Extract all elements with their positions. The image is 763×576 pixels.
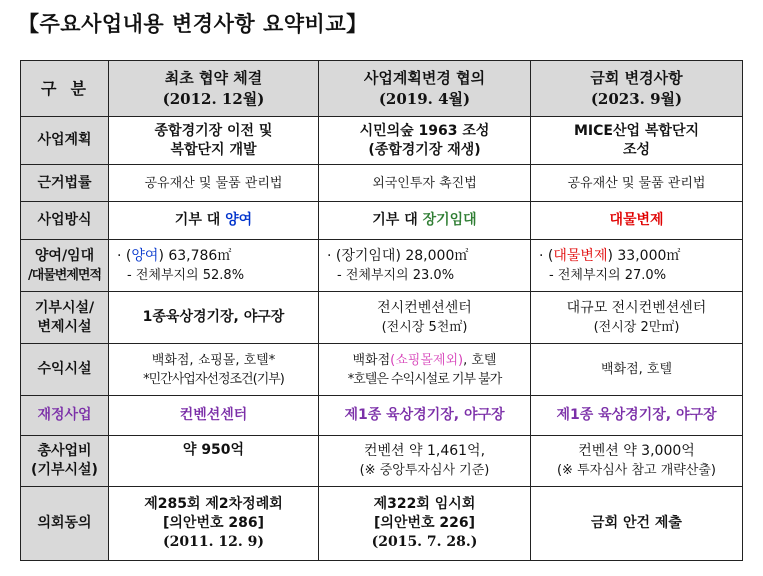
donation-col2-line1: 전시컨벤션센터 bbox=[377, 299, 472, 316]
method-col2 bbox=[319, 202, 531, 240]
table-row-method bbox=[21, 202, 743, 240]
cost-col2 bbox=[319, 436, 531, 487]
plan-col3-line1: MICE산업 복합단지 bbox=[574, 122, 699, 139]
law-col3: 공유재산 및 물품 관리법 bbox=[531, 165, 743, 202]
area-col1-highlight: 양여 bbox=[131, 247, 159, 264]
cost-col2-line2: (※ 중앙투자심사 기준) bbox=[359, 463, 490, 478]
profit-col1-line1: 백화점, 쇼핑몰, 호텔* bbox=[151, 352, 276, 368]
method-col1 bbox=[109, 202, 319, 240]
cost-col1: 약 950억 bbox=[109, 436, 319, 487]
donation-col3 bbox=[531, 292, 743, 344]
row-label-finance: 재정사업 bbox=[21, 396, 109, 436]
header-col2-name: 사업계획변경 협의 bbox=[363, 68, 486, 87]
finance-col2: 제1종 육상경기장, 야구장 bbox=[319, 396, 531, 436]
comparison-table bbox=[20, 60, 743, 561]
table-row-profit bbox=[21, 344, 743, 396]
area-label-line1: 양여/임대 bbox=[34, 247, 95, 264]
table-row-cost bbox=[21, 436, 743, 487]
area-col3-sub: - 전체부지의 27.0% bbox=[549, 267, 667, 283]
cost-label-line2: (기부시설) bbox=[31, 462, 98, 478]
plan-col1 bbox=[109, 117, 319, 165]
row-label-method: 사업방식 bbox=[21, 202, 109, 240]
row-label-profit: 수익시설 bbox=[21, 344, 109, 396]
cost-col3-line2: (※ 투자심사 참고 개략산출) bbox=[556, 463, 716, 478]
header-label: 구분 bbox=[21, 61, 109, 117]
plan-col3 bbox=[531, 117, 743, 165]
council-col1-line2: [의안번호 286] bbox=[163, 515, 264, 531]
area-label-line2: /대물변제면적 bbox=[27, 267, 102, 283]
donation-col1: 1종육상경기장, 야구장 bbox=[109, 292, 319, 344]
profit-col1 bbox=[109, 344, 319, 396]
council-col3: 금회 안건 제출 bbox=[531, 487, 743, 561]
donation-label-line2: 변제시설 bbox=[37, 318, 92, 335]
method-col3: 대물변제 bbox=[531, 202, 743, 240]
area-col3-highlight: 대물변제 bbox=[553, 247, 608, 264]
row-label-law: 근거법률 bbox=[21, 165, 109, 202]
profit-col2-line2: *호텔은 수익시설로 기부 불가 bbox=[347, 371, 502, 387]
table-row-finance bbox=[21, 396, 743, 436]
donation-col3-line1: 대규모 전시컨벤션센터 bbox=[566, 299, 707, 316]
donation-col2 bbox=[319, 292, 531, 344]
table-row-donation bbox=[21, 292, 743, 344]
council-col2 bbox=[319, 487, 531, 561]
profit-col2 bbox=[319, 344, 531, 396]
table-row-council bbox=[21, 487, 743, 561]
area-col2-main: · (장기임대) 28,000㎡ bbox=[327, 247, 469, 264]
header-col3 bbox=[531, 61, 743, 117]
law-col2: 외국인투자 촉진법 bbox=[319, 165, 531, 202]
profit-col3: 백화점, 호텔 bbox=[531, 344, 743, 396]
plan-col1-line1: 종합경기장 이전 및 bbox=[154, 122, 273, 139]
plan-col2 bbox=[319, 117, 531, 165]
area-col3-post: ) 33,000㎡ bbox=[607, 247, 681, 264]
page-title: 【주요사업내용 변경사항 요약비교】 bbox=[18, 12, 368, 36]
donation-label-line1: 기부시설/ bbox=[34, 299, 95, 316]
area-col1 bbox=[109, 240, 319, 292]
row-label-council: 의회동의 bbox=[21, 487, 109, 561]
area-col3-pre: · ( bbox=[539, 247, 554, 264]
header-col2-date: (2019. 4월) bbox=[378, 89, 471, 108]
council-col1-line3: (2011. 12. 9) bbox=[163, 534, 264, 550]
council-col1 bbox=[109, 487, 319, 561]
plan-col1-line2: 복합단지 개발 bbox=[170, 141, 257, 158]
area-col2-sub: - 전체부지의 23.0% bbox=[337, 267, 455, 283]
header-col2 bbox=[319, 61, 531, 117]
area-col1-sub: - 전체부지의 52.8% bbox=[127, 267, 245, 283]
finance-col1: 컨벤션센터 bbox=[109, 396, 319, 436]
cost-col2-line1: 컨벤션 약 1,461억, bbox=[363, 443, 486, 459]
table-row-area bbox=[21, 240, 743, 292]
profit-col2-line1 bbox=[321, 351, 528, 370]
plan-col2-line2: (종합경기장 재생) bbox=[368, 141, 481, 158]
donation-col2-line2: (전시장 5천㎡) bbox=[381, 319, 468, 335]
table-header-row bbox=[21, 61, 743, 117]
cost-col3-line1: 컨벤션 약 3,000억 bbox=[578, 443, 695, 459]
plan-col3-line2: 조성 bbox=[622, 141, 651, 158]
council-col2-line2: [의안번호 226] bbox=[374, 515, 475, 531]
header-col1-date: (2012. 12월) bbox=[162, 89, 265, 108]
area-col1-post: ) 63,786㎡ bbox=[158, 247, 232, 264]
area-col1-pre: · ( bbox=[117, 247, 132, 264]
law-col1: 공유재산 및 물품 관리법 bbox=[109, 165, 319, 202]
finance-col3: 제1종 육상경기장, 야구장 bbox=[531, 396, 743, 436]
profit-col2-highlight: (쇼핑몰제외) bbox=[390, 352, 464, 368]
row-label-plan: 사업계획 bbox=[21, 117, 109, 165]
area-col3-main bbox=[539, 247, 740, 266]
header-col3-date: (2023. 9월) bbox=[590, 89, 683, 108]
cost-col3 bbox=[531, 436, 743, 487]
method-col2-highlight: 장기임대 bbox=[422, 212, 477, 228]
council-col2-line3: (2015. 7. 28.) bbox=[371, 534, 478, 550]
profit-col1-line2: *민간사업자선정조건(기부) bbox=[143, 371, 284, 387]
donation-col3-line2: (전시장 2만㎡) bbox=[593, 319, 680, 335]
method-col2-text: 기부 대 bbox=[372, 212, 423, 228]
council-col2-line1: 제322회 임시회 bbox=[373, 496, 476, 512]
row-label-area bbox=[21, 240, 109, 292]
header-col1 bbox=[109, 61, 319, 117]
table-row-plan bbox=[21, 117, 743, 165]
method-col1-text: 기부 대 bbox=[174, 212, 226, 228]
council-col1-line1: 제285회 제2차정례회 bbox=[144, 496, 283, 512]
profit-col2-tail: , 호텔 bbox=[463, 352, 497, 368]
area-col3 bbox=[531, 240, 743, 292]
plan-col2-line1: 시민의숲 1963 조성 bbox=[359, 122, 490, 139]
profit-col2-text: 백화점 bbox=[352, 352, 391, 368]
row-label-cost bbox=[21, 436, 109, 487]
method-col1-highlight: 양여 bbox=[225, 212, 253, 228]
header-col1-name: 최초 협약 체결 bbox=[164, 68, 263, 87]
row-label-donation bbox=[21, 292, 109, 344]
table-row-law bbox=[21, 165, 743, 202]
cost-label-line1: 총사업비 bbox=[37, 443, 92, 459]
header-col3-name: 금회 변경사항 bbox=[590, 68, 683, 87]
area-col1-main bbox=[117, 247, 316, 266]
area-col2 bbox=[319, 240, 531, 292]
